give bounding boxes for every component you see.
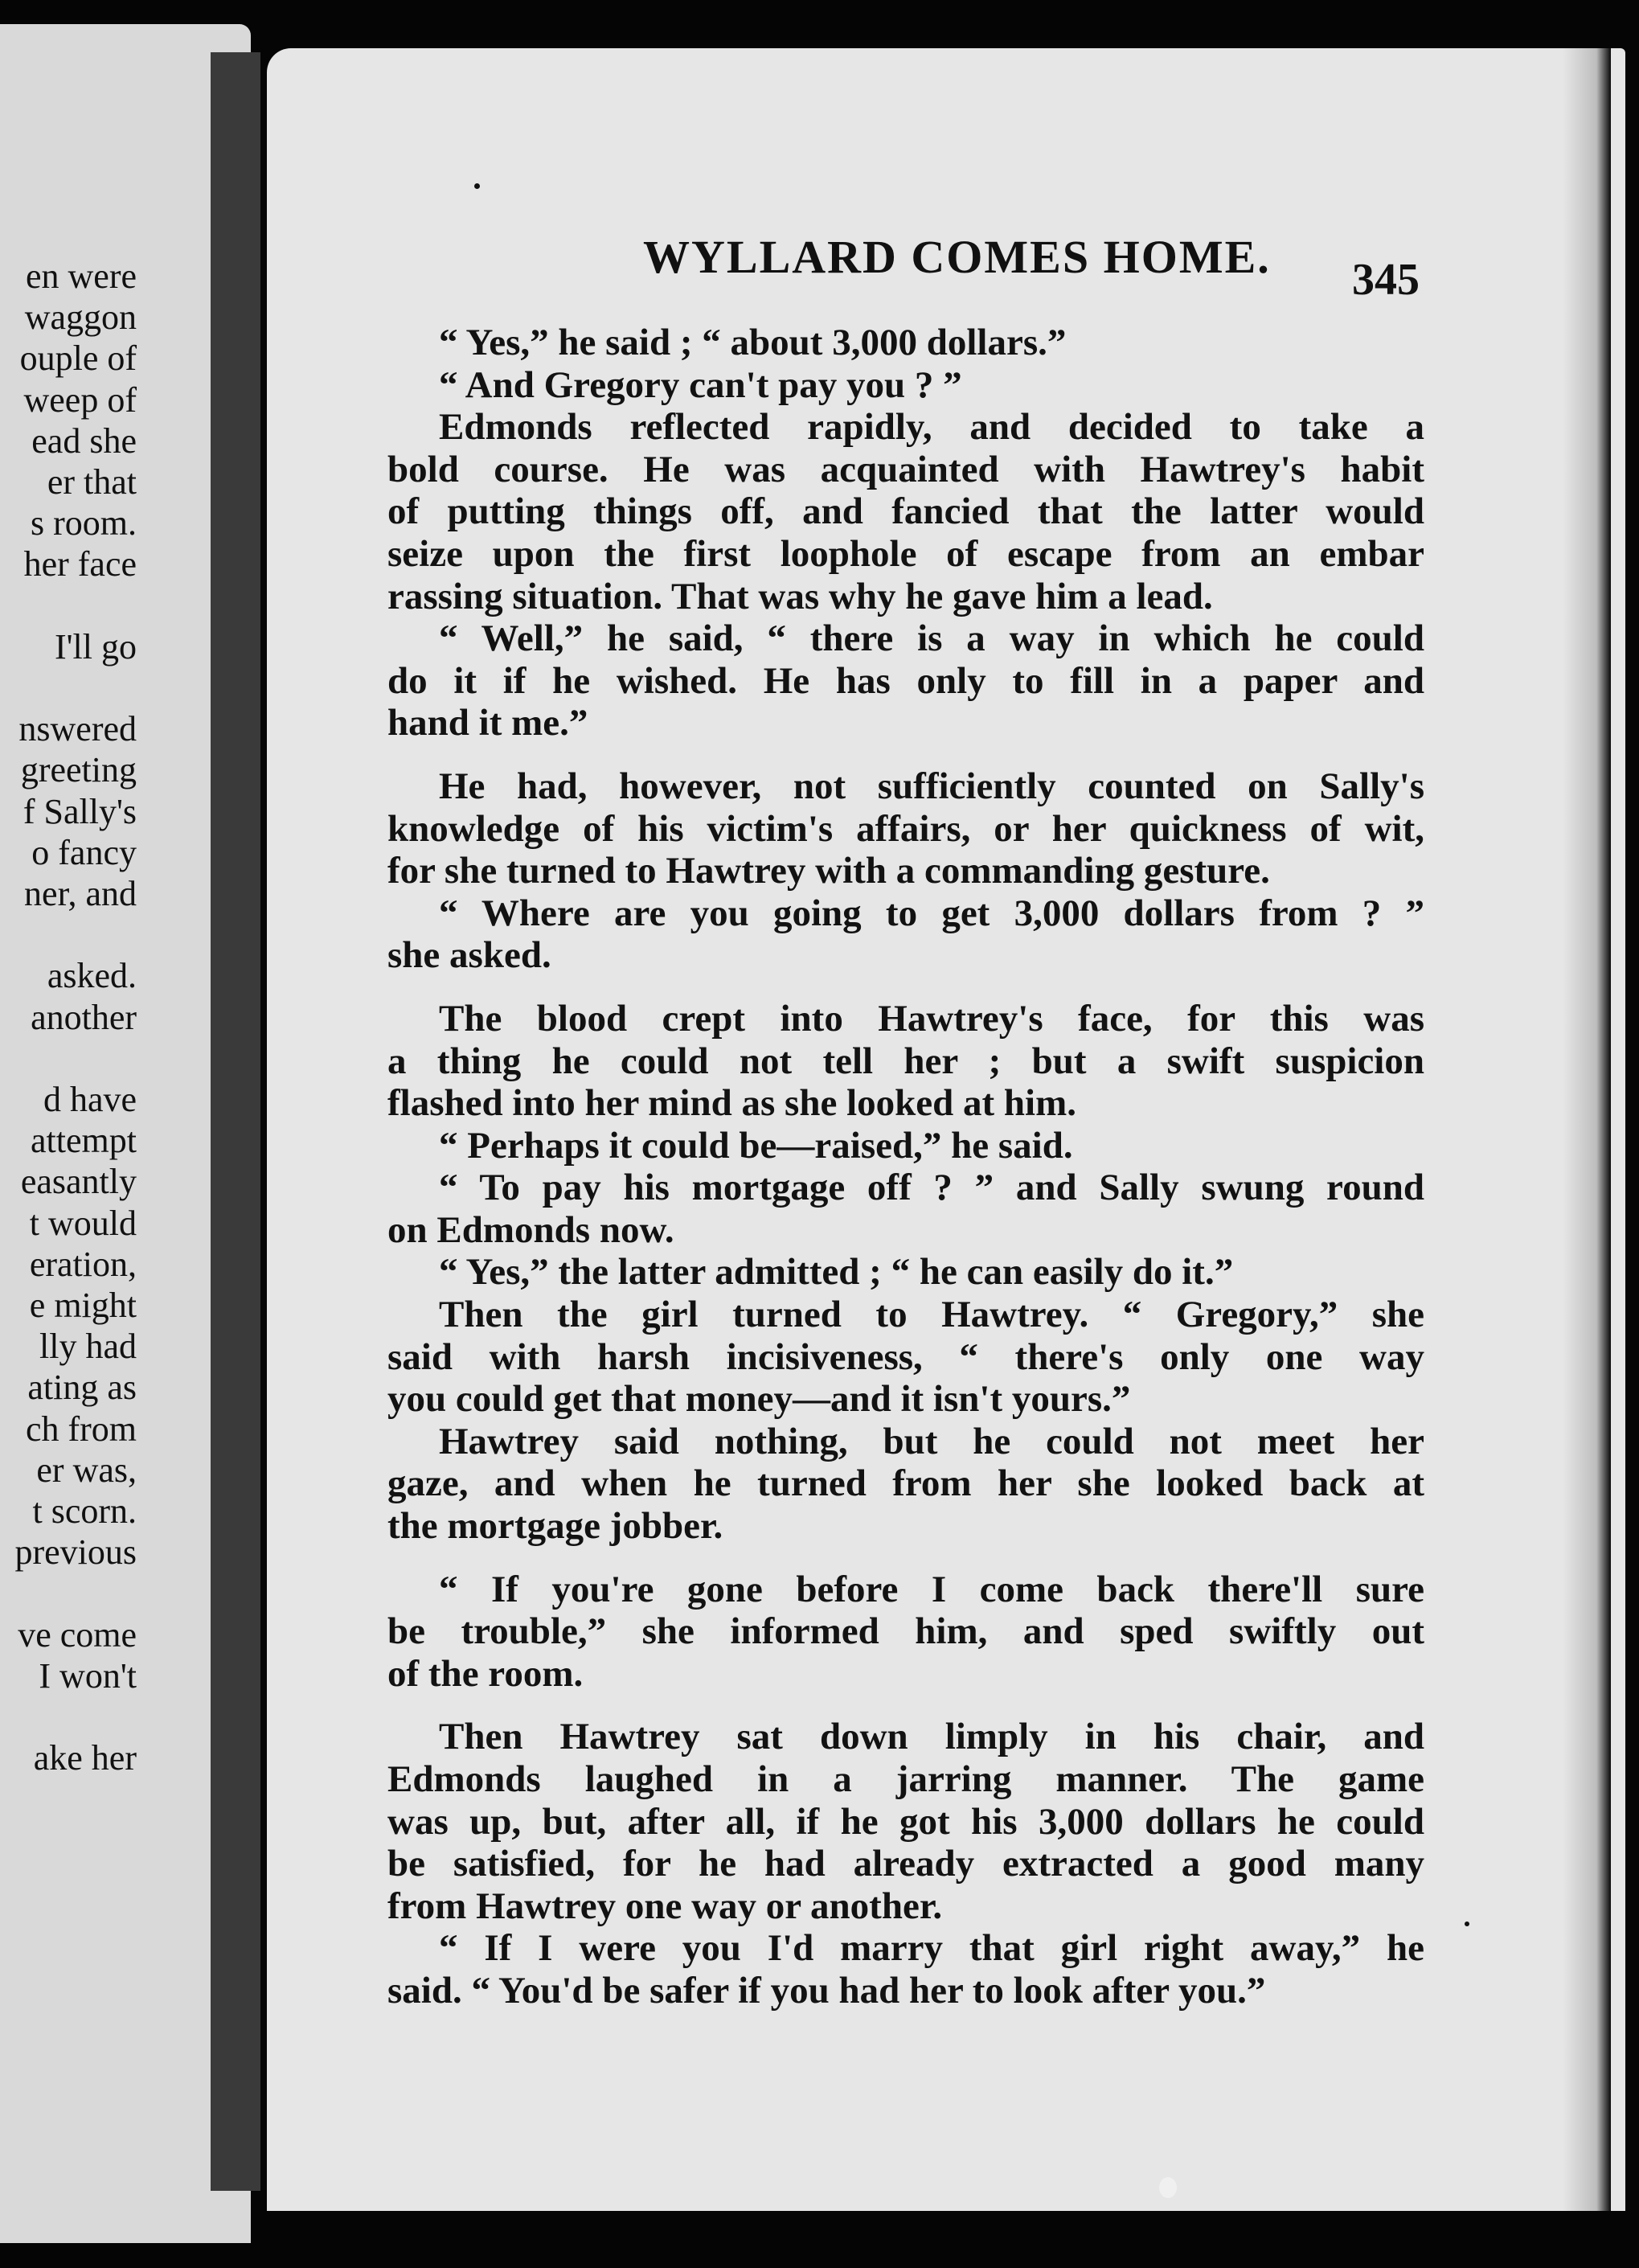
current-page — [267, 48, 1625, 2211]
previous-page-line: ead she — [31, 420, 137, 461]
text-line: she asked. — [387, 934, 551, 977]
text-line: of the room. — [387, 1652, 584, 1695]
previous-page-line: eration, — [29, 1244, 137, 1284]
previous-page-line: o fancy — [31, 832, 137, 872]
previous-page-line: her face — [23, 544, 137, 584]
text-line: the mortgage jobber. — [387, 1505, 723, 1548]
previous-page-line: waggon — [24, 297, 137, 338]
text-line: rassing situation. That was why he gave him a lead. — [387, 575, 1213, 617]
text-line: The blood crept into Hawtrey's face, for this was — [439, 997, 1424, 1040]
previous-page-line: previous — [14, 1532, 137, 1573]
ink-speck — [474, 183, 480, 189]
previous-page-line: nswered — [18, 709, 137, 749]
text-line: gaze, and when he turned from her she looked back at — [387, 1462, 1424, 1505]
previous-page-line: asked. — [47, 956, 137, 996]
previous-page-line: er was, — [36, 1450, 137, 1490]
text-line: you could get that money—and it isn't yours.” — [387, 1378, 1131, 1421]
text-line: “ If I were you I'd marry that girl right away,” he — [439, 1927, 1424, 1970]
text-line: He had, however, not sufficiently counted on Sally's — [439, 765, 1424, 807]
previous-page-line: attempt — [31, 1121, 137, 1161]
text-line: seize upon the first loophole of escape from an embar — [387, 532, 1424, 575]
text-line: Hawtrey said nothing, but he could not meet her — [439, 1420, 1424, 1462]
text-line: “ If you're gone before I come back there'll sure — [439, 1568, 1424, 1610]
previous-page-line: I won't — [39, 1655, 137, 1696]
body-text — [387, 322, 1424, 2012]
previous-page-line: er that — [47, 462, 137, 502]
text-line: “ Where are you going to get 3,000 dollars from ? ” — [439, 892, 1424, 934]
text-line: be trouble,” she informed him, and sped swiftly out — [387, 1610, 1424, 1653]
ink-speck — [1465, 1921, 1469, 1926]
running-head: WYLLARD COMES HOME. — [643, 231, 1271, 283]
page-edge — [1563, 48, 1611, 2211]
text-line: was up, but, after all, if he got his 3,000 dollars he could — [387, 1800, 1424, 1843]
text-line: “ Yes,” the latter admitted ; “ he can easily do it.” — [439, 1251, 1234, 1294]
book-gutter-shadow — [211, 52, 260, 2191]
paper-blemish — [1159, 2177, 1177, 2198]
text-line: hand it me.” — [387, 702, 588, 744]
text-line: Edmonds laughed in a jarring manner. The game — [387, 1758, 1424, 1800]
text-line: “ Yes,” he said ; “ about 3,000 dollars.” — [439, 322, 1067, 363]
previous-page-line: ch from — [25, 1409, 137, 1449]
previous-page-line: s room. — [31, 503, 137, 543]
text-line: a thing he could not tell her ; but a swift suspicion — [387, 1040, 1424, 1082]
previous-page-line: I'll go — [54, 626, 137, 666]
text-line: Edmonds reflected rapidly, and decided to take a — [439, 406, 1424, 449]
previous-page-line: ating as — [27, 1368, 137, 1408]
previous-page-line: t scorn. — [32, 1491, 137, 1531]
text-line: “ Well,” he said, “ there is a way in which he could — [439, 617, 1424, 660]
previous-page-line: d have — [43, 1080, 137, 1119]
paragraph-gap — [387, 744, 1424, 765]
text-line: be satisfied, for he had already extracted a good many — [387, 1843, 1424, 1885]
text-line: flashed into her mind as she looked at him. — [387, 1082, 1077, 1125]
text-line: Then the girl turned to Hawtrey. “ Gregory,” she — [439, 1294, 1424, 1336]
previous-page-line: ake her — [33, 1738, 137, 1778]
text-line: “ And Gregory can't pay you ? ” — [439, 363, 962, 406]
text-line: “ To pay his mortgage off ? ” and Sally swung round — [439, 1167, 1424, 1209]
text-line: bold course. He was acquainted with Hawtrey's habit — [387, 448, 1424, 490]
text-line: of putting things off, and fancied that the latter would — [387, 490, 1424, 533]
text-line: do it if he wished. He has only to fill in a paper and — [387, 659, 1424, 702]
previous-page-line: en were — [25, 256, 137, 296]
previous-page-line: ner, and — [24, 874, 137, 913]
text-line: said with harsh incisiveness, “ there's only one way — [387, 1335, 1424, 1378]
previous-page-line: f Sally's — [23, 791, 137, 831]
previous-page-line: e might — [29, 1286, 137, 1325]
text-line: knowledge of his victim's affairs, or her quickness of wit, — [387, 807, 1424, 850]
text-line: said. “ You'd be safer if you had her to look after you.” — [387, 1969, 1266, 2012]
previous-page-line: t would — [29, 1203, 137, 1243]
text-line: from Hawtrey one way or another. — [387, 1885, 943, 1927]
text-line: on Edmonds now. — [387, 1208, 674, 1251]
previous-page-line: another — [31, 997, 137, 1037]
previous-page-line: greeting — [20, 750, 137, 790]
paragraph-gap — [387, 1695, 1424, 1716]
paragraph-gap — [387, 1548, 1424, 1569]
previous-page-line: lly had — [39, 1327, 137, 1367]
previous-page-line: ouple of — [19, 338, 137, 379]
previous-page-line: weep of — [23, 379, 137, 420]
text-line: Then Hawtrey sat down limply in his chair, and — [439, 1716, 1424, 1758]
text-line: “ Perhaps it could be—raised,” he said. — [439, 1124, 1073, 1167]
previous-page-line: ve come — [18, 1614, 137, 1655]
paragraph-gap — [387, 977, 1424, 998]
previous-page-line: easantly — [20, 1162, 137, 1202]
text-line: for she turned to Hawtrey with a commanding gesture. — [387, 850, 1270, 892]
page-number: 345 — [1352, 255, 1420, 305]
